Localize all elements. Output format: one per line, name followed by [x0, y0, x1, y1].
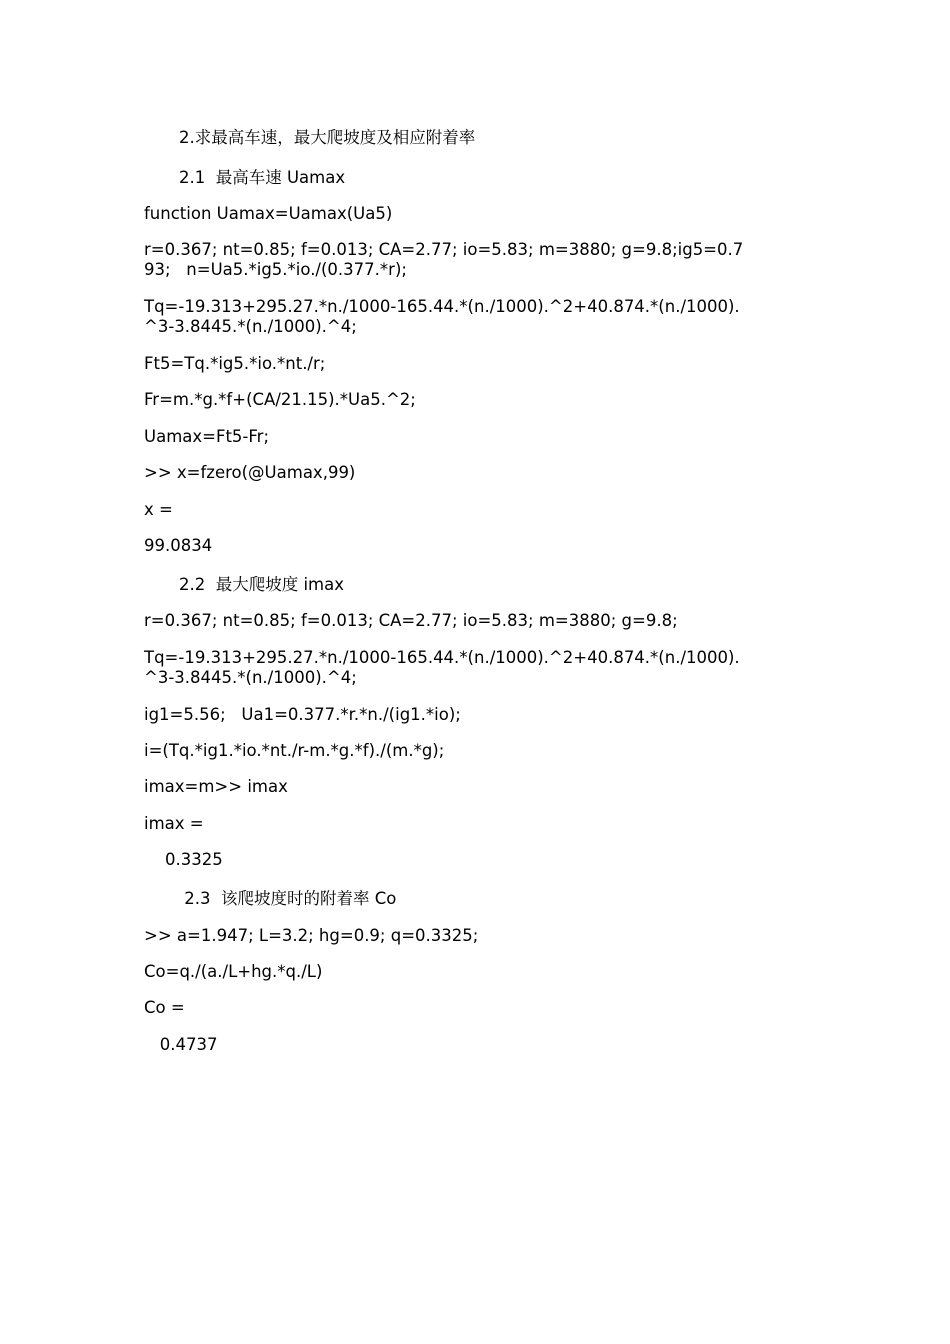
output-label: Co =: [144, 998, 185, 1017]
output-label: imax =: [144, 814, 204, 833]
subsection-heading-2-1: 2.1 最高车速 Uamax: [179, 168, 346, 187]
section-title: 2.求最高车速，最大爬坡度及相应附着率: [179, 128, 476, 147]
code-line: >> a=1.947; L=3.2; hg=0.9; q=0.3325;: [144, 926, 479, 945]
code-line: Uamax=Ft5-Fr;: [144, 427, 270, 446]
output-value: 0.4737: [144, 1035, 218, 1054]
code-line: Ft5=Tq.*ig5.*io.*nt./r;: [144, 354, 326, 373]
code-line: Tq=-19.313+295.27.*n./1000-165.44.*(n./1000).^2+40.874.*(n./1000).^3-3.8445.*(n./1000).^4;: [144, 648, 740, 687]
subsection-heading-2-2: 2.2 最大爬坡度 imax: [179, 575, 345, 594]
code-line: Co=q./(a./L+hg.*q./L): [144, 962, 323, 981]
code-line: i=(Tq.*ig1.*io.*nt./r-m.*g.*f)./(m.*g);: [144, 741, 445, 760]
code-line: function Uamax=Uamax(Ua5): [144, 204, 393, 223]
code-line: r=0.367; nt=0.85; f=0.013; CA=2.77; io=5.83; m=3880; g=9.8;ig5=0.793; n=Ua5.*ig5.*io./(0.377.*r);: [144, 240, 744, 279]
code-line: imax=m>> imax: [144, 777, 288, 796]
output-value: 99.0834: [144, 536, 213, 555]
subsection-heading-2-3: 2.3 该爬坡度时的附着率 Co: [179, 889, 397, 908]
code-line: >> x=fzero(@Uamax,99): [144, 463, 356, 482]
code-line: Fr=m.*g.*f+(CA/21.15).*Ua5.^2;: [144, 390, 416, 409]
code-line: r=0.367; nt=0.85; f=0.013; CA=2.77; io=5.83; m=3880; g=9.8;: [144, 611, 678, 630]
code-line: ig1=5.56; Ua1=0.377.*r.*n./(ig1.*io);: [144, 705, 461, 724]
output-value: 0.3325: [144, 850, 223, 869]
output-label: x =: [144, 500, 173, 519]
code-line: Tq=-19.313+295.27.*n./1000-165.44.*(n./1000).^2+40.874.*(n./1000).^3-3.8445.*(n./1000).^4;: [144, 297, 740, 336]
